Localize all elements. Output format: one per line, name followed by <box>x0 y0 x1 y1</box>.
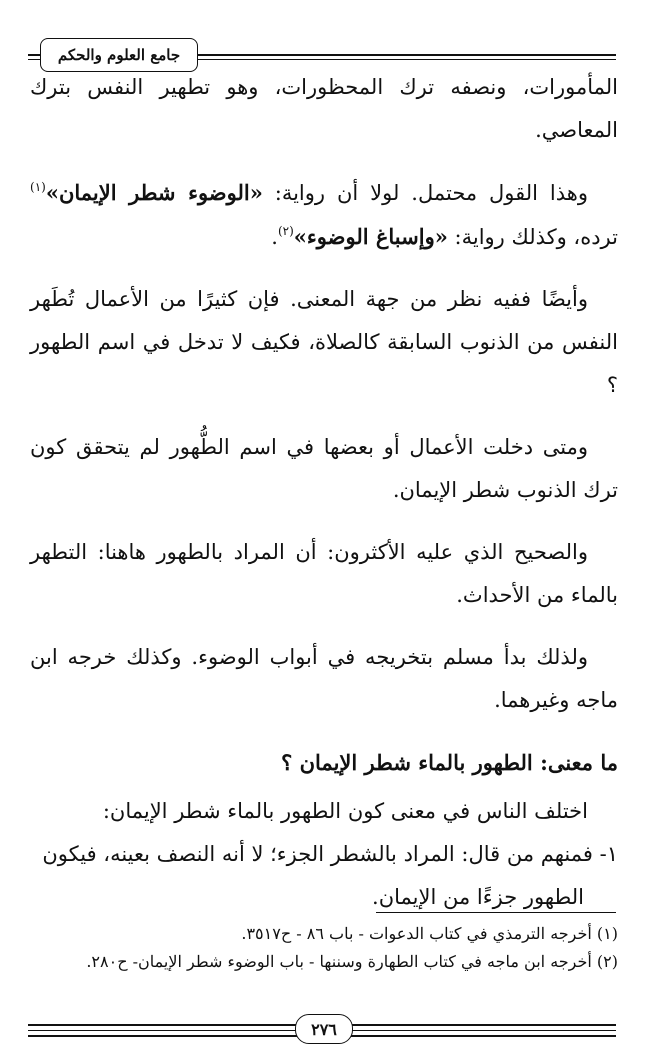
hadith-quote-1: «الوضوء شطر الإيمان» <box>45 180 263 205</box>
paragraph-4: ومتى دخلت الأعمال أو بعضها في اسم الطُّهور لم يتحقق كون ترك الذنوب شطر الإيمان. <box>30 435 618 502</box>
paragraph-2-text-b: ترده، وكذلك رواية: <box>447 225 618 249</box>
paragraph-7: اختلف الناس في معنى كون الطهور بالماء شطر الإيمان: <box>102 799 588 823</box>
paragraph-3: وأيضًا ففيه نظر من جهة المعنى. فإن كثيرًا من الأعمال تُطَهر النفس من الذنوب السابقة كالصلاة، فكيف لا تدخل في اسم الطهور ؟ <box>30 287 618 397</box>
footnote-2: (٢) أخرجه ابن ماجه في كتاب الطهارة وسننها - باب الوضوء شطر الإيمان- ح٢٨٠. <box>86 952 618 971</box>
paragraph-6: ولذلك بدأ مسلم بتخريجه في أبواب الوضوء. وكذلك خرجه ابن ماجه وغيرهما. <box>30 645 618 712</box>
list-item-1 <box>30 833 618 876</box>
list-item-1-continuation: الطهور جزءًا من الإيمان. <box>372 885 584 909</box>
paragraph-2 <box>30 171 618 259</box>
paragraph-5: والصحيح الذي عليه الأكثرون: أن المراد بالطهور هاهنا: التطهر بالماء من الأحداث. <box>30 540 618 607</box>
list-item-1-text: فمنهم من قال: المراد بالشطر الجزء؛ لا أنه النصف بعينه، فيكون <box>42 842 593 866</box>
footnote-separator <box>376 912 616 913</box>
main-text <box>30 66 618 919</box>
section-heading: ما معنى: الطهور بالماء شطر الإيمان ؟ <box>281 750 618 775</box>
footnote-ref-1[interactable]: (١) <box>30 180 46 194</box>
list-item-1-number: ١- <box>592 842 618 866</box>
page-number: ٢٧٦ <box>295 1014 353 1044</box>
paragraph-2-text-a: وهذا القول محتمل. لولا أن رواية: <box>262 181 588 205</box>
footnotes <box>30 920 618 976</box>
running-header-title: جامع العلوم والحكم <box>40 38 198 72</box>
footnote-ref-2[interactable]: (٢) <box>277 224 294 238</box>
footnote-1: (١) أخرجه الترمذي في كتاب الدعوات - باب ٨٦ - ح٣٥١٧. <box>241 924 618 943</box>
paragraph-1: المأمورات، ونصفه ترك المحظورات، وهو تطهير النفس بترك المعاصي. <box>30 75 618 142</box>
hadith-quote-2: «وإسباغ الوضوء» <box>293 224 448 249</box>
paragraph-2-text-c: . <box>271 225 278 249</box>
